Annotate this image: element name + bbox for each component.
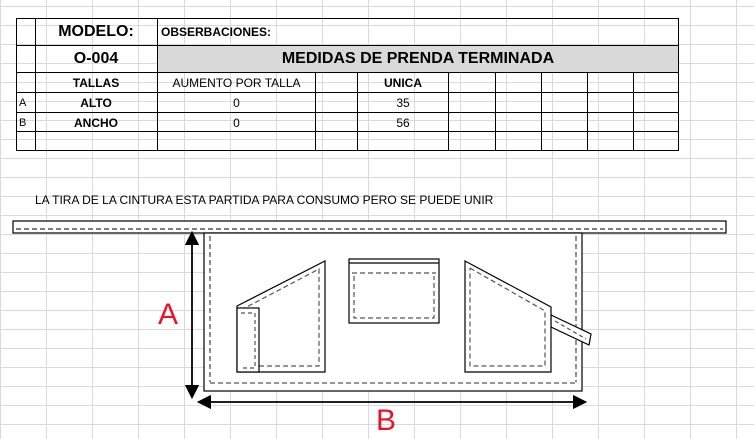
- row-aumento-ancho: 0: [233, 115, 240, 130]
- row-key-b: B: [19, 116, 27, 129]
- row-key-a: A: [19, 96, 27, 109]
- row-unica-alto: 35: [396, 95, 410, 110]
- section-title: MEDIDAS DE PRENDA TERMINADA: [158, 46, 678, 72]
- row-label-ancho: ANCHO: [74, 115, 118, 130]
- waistband-note: LA TIRA DE LA CINTURA ESTA PARTIDA PARA CONSUMO PERO SE PUEDE UNIR: [35, 193, 494, 207]
- height-label-a: A: [158, 298, 179, 331]
- col-header-aumento: AUMENTO POR TALLA: [172, 75, 301, 90]
- observaciones-label: OBSERBACIONES:: [161, 25, 272, 39]
- col-header-tallas: TALLAS: [72, 75, 120, 90]
- col-header-unica: UNICA: [384, 75, 422, 90]
- row-aumento-alto: 0: [233, 95, 240, 110]
- width-label-b: B: [376, 404, 397, 437]
- row-unica-ancho: 56: [396, 115, 410, 130]
- row-label-alto: ALTO: [80, 95, 112, 110]
- modelo-label: MODELO:: [58, 23, 134, 40]
- modelo-value: O-004: [73, 50, 119, 67]
- center-pocket: [349, 259, 439, 323]
- waistband: [13, 221, 726, 233]
